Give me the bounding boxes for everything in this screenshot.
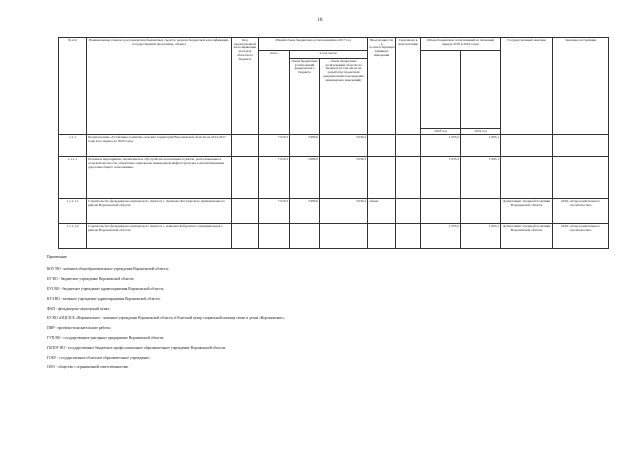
header-customer: Государственный заказчик (501, 38, 553, 135)
row-num: 1.1.1 (59, 135, 87, 157)
row-customer: Департамент аграрной политики Воронежской области (501, 199, 553, 224)
row-capacity (368, 135, 396, 157)
row-num: 1.1.1.1.1 (59, 199, 87, 224)
row-builder (553, 135, 609, 157)
header-year-2018: 2018 год (421, 129, 461, 135)
row-2018: 1 055,5 (421, 135, 461, 157)
header-including: в том числе: (290, 51, 368, 59)
note-line: КОУ ВО - казенное общеобразовательное учреждение Воронежской области; (47, 267, 169, 272)
note-line: БУ ВО - бюджетное учреждение Воронежской области; (47, 277, 135, 282)
notes-title: Примечание: (47, 255, 68, 259)
row-2019: 1 065,1 (461, 135, 501, 157)
header-total: всего (259, 51, 290, 135)
note-line: ГБПОУ ВО - государственное бюджетное профессиональное образовательное учреждение Воронежской области; (47, 345, 227, 350)
row-federal: 3 980,0 (290, 199, 320, 224)
notes-section (47, 255, 607, 375)
row-federal: 3 980,0 (290, 157, 320, 199)
table-row (59, 199, 609, 224)
note-line: БУ ВО «ОЦСЗСЕ «Воронежские» - казенное учреждение Воронежской области «Областной центр социальной помощи семье и детям «Воронежские»; (47, 316, 285, 321)
note-line: ГОБУ - государственное областное образовательное учреждение; (47, 355, 150, 360)
row-customer: Департамент аграрной политики Воронежской области (501, 224, 553, 249)
row-code (232, 157, 259, 199)
note-line: ПИР - проектно-изыскательские работы; (47, 326, 112, 331)
header-capacity: Ввод мощности в соответствующих единицах измерения (368, 38, 396, 135)
row-total: 7 019,3 (259, 135, 290, 157)
row-2018: 1 055,5 (421, 157, 461, 199)
row-term (396, 135, 421, 157)
row-total: 7 019,3 (259, 157, 290, 199)
header-code: Код ведомственной классификации расходов областного бюджета (232, 38, 259, 135)
row-total (259, 224, 290, 249)
row-federal (290, 224, 320, 249)
row-name: Основное мероприятие «Комплексное обустройство населенных пунктов, расположенных в сельской местности, объектами социальной, инженерной инфраструктуры и автомобильными дорогами общего пользования» (87, 157, 232, 199)
row-capacity (368, 157, 396, 199)
row-regional: 3 039,3 (320, 135, 368, 157)
row-regional: 3 039,3 (320, 157, 368, 199)
row-builder (553, 157, 609, 199)
row-name: Строительство фельдшерско-акушерского пункта в с. Анновка Бобровского муниципального района Воронежской области (87, 224, 232, 249)
note-line: ФАП - фельдшерско-акушерский пункт; (47, 306, 111, 311)
header-name: Наименование главного распорядителя бюджетных средств, раздела бюджетной классификации, государственной программы, объекта (87, 38, 232, 135)
row-builder: ООО «Отдел капитального строительства» (553, 199, 609, 224)
row-term (396, 224, 421, 249)
row-2018: 1 055,5 (421, 224, 461, 249)
header-regional: объем бюджетных ассигнований областного бюджета (в том числе на разработку проектной документации и проведение инженерных изысканий) (320, 59, 368, 135)
header-volume-2017: Общий объем бюджетных ассигнований на 2017 год (259, 38, 368, 51)
header-builder: Заказчик-застройщик (553, 38, 609, 135)
header-num: № п/п (59, 38, 87, 135)
note-line: БУЗ ВО - бюджетное учреждение здравоохранения Воронежской области; (47, 286, 164, 291)
page-number: 18 (317, 18, 323, 23)
row-2019: 1 065,1 (461, 224, 501, 249)
note-line: КУЗ ВО - казенное учреждение здравоохранения Воронежской области; (47, 296, 161, 301)
row-total: 7 019,3 (259, 199, 290, 224)
row-regional: 3 039,3 (320, 199, 368, 224)
investment-table (58, 37, 609, 249)
table-row (59, 135, 609, 157)
row-capacity (368, 224, 396, 249)
row-num: 1.1.1.1 (59, 157, 87, 199)
row-name: Подпрограмма «Устойчивое развитие сельских территорий Воронежской области на 2014-2017 годы и на период до 2020 года» (87, 135, 232, 157)
row-code (232, 224, 259, 249)
note-line: ООО - общество с ограниченной ответственностью. (47, 365, 130, 370)
row-code (232, 199, 259, 224)
row-term (396, 157, 421, 199)
row-federal: 3 980,0 (290, 135, 320, 157)
row-name: Строительство фельдшерско-акушерского пункта в с. Дьячково Богучарского муниципального района Воронежской области (87, 199, 232, 224)
row-2018 (421, 199, 461, 224)
row-code (232, 135, 259, 157)
table-row (59, 157, 609, 199)
note-line: ГУП ВО - государственное унитарное предприятие Воронежской области; (47, 335, 165, 340)
header-term: Срок ввода в эксплуатацию (396, 38, 421, 135)
row-regional (320, 224, 368, 249)
row-term (396, 199, 421, 224)
table-row (59, 224, 609, 249)
row-2019: 1 065,1 (461, 157, 501, 199)
header-federal: объем бюджетных ассигнований федерального бюджета (290, 59, 320, 135)
row-capacity: объект (368, 199, 396, 224)
row-num: 1.1.1.1.2 (59, 224, 87, 249)
header-planned-period: Объем бюджетных ассигнований на плановый период 2018 и 2019 годов (421, 38, 501, 51)
row-2019 (461, 199, 501, 224)
row-builder: ООО «Отдел капитального строительства» (553, 224, 609, 249)
row-customer (501, 135, 553, 157)
header-year-2019: 2019 год (461, 129, 501, 135)
row-customer (501, 157, 553, 199)
